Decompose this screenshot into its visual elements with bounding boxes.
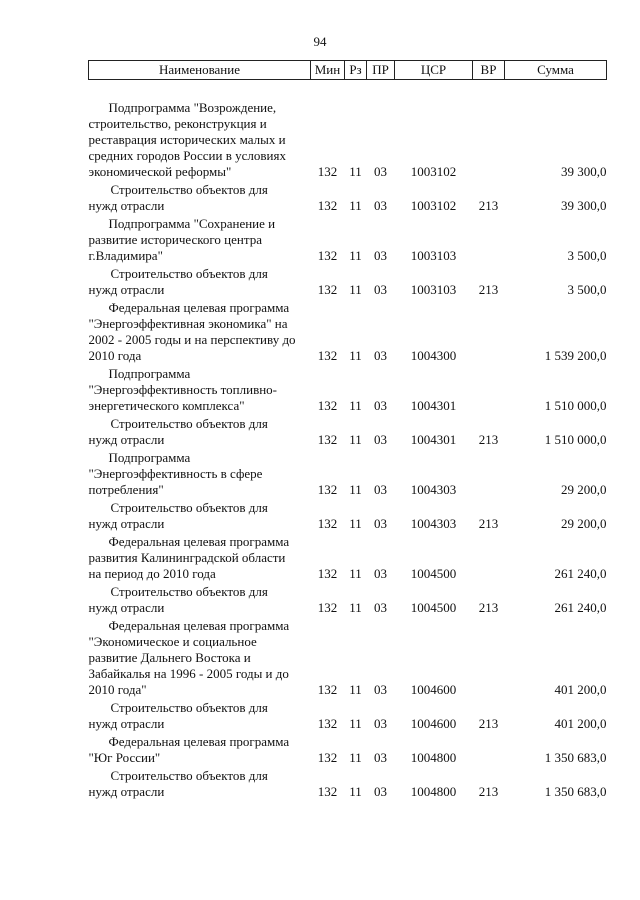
row-csr: 1004600 [410, 682, 457, 697]
row-rz: 11 [349, 432, 362, 447]
table-row [89, 300, 607, 366]
row-min: 132 [317, 198, 338, 213]
row-name-line: нужд отрасли [88, 432, 165, 447]
row-rz: 11 [349, 784, 362, 799]
row-name-line: нужд отрасли [88, 784, 165, 799]
table-header [89, 61, 607, 80]
row-pr: 03 [374, 566, 387, 581]
row-name [89, 584, 311, 618]
row-rz: 11 [349, 600, 362, 615]
row-min: 132 [317, 432, 338, 447]
row-vr: 213 [478, 600, 499, 615]
row-pr: 03 [374, 248, 387, 263]
row-min: 132 [317, 164, 338, 179]
row-vr [473, 100, 505, 182]
row-sum: 3 500,0 [567, 282, 607, 297]
table-row [89, 416, 607, 450]
row-name-line: средних городов России в условиях [88, 148, 286, 163]
header-csr: ЦСР [395, 61, 473, 80]
row-name [89, 266, 311, 300]
row-name-line: Федеральная целевая программа [108, 618, 290, 633]
row-pr: 03 [374, 600, 387, 615]
row-name-line: 2010 года" [88, 682, 147, 697]
row-csr: 1004600 [410, 716, 457, 731]
row-sum: 401 200,0 [554, 682, 607, 697]
row-rz: 11 [349, 716, 362, 731]
row-name-line: Забайкалья на 1996 - 2005 годы и до [88, 666, 289, 681]
row-name-line: "Экономическое и социальное [88, 634, 257, 649]
row-pr: 03 [374, 716, 387, 731]
row-name-line: "Энергоэффективная экономика" на [88, 316, 288, 331]
row-name [89, 182, 311, 216]
row-name-line: развитие исторического центра [88, 232, 262, 247]
row-name [89, 700, 311, 734]
row-sum: 1 510 000,0 [544, 432, 607, 447]
row-csr: 1004500 [410, 600, 457, 615]
row-name-line: нужд отрасли [88, 716, 165, 731]
row-name-line: Подпрограмма [108, 366, 191, 381]
row-pr: 03 [374, 784, 387, 799]
row-csr: 1004800 [410, 784, 457, 799]
table-row [89, 366, 607, 416]
row-sum: 261 240,0 [554, 600, 607, 615]
row-csr: 1004301 [410, 432, 457, 447]
row-min: 132 [317, 784, 338, 799]
row-pr: 03 [374, 348, 387, 363]
table-body [89, 80, 607, 803]
row-rz: 11 [349, 164, 362, 179]
row-name-line: нужд отрасли [88, 282, 165, 297]
row-vr: 213 [478, 716, 499, 731]
row-pr: 03 [374, 164, 387, 179]
row-min: 132 [317, 750, 338, 765]
row-name-line: развития Калининградской области [88, 550, 286, 565]
row-name-line: Строительство объектов для [110, 416, 268, 431]
row-csr: 1003103 [410, 282, 457, 297]
row-pr: 03 [374, 516, 387, 531]
row-name-line: развитие Дальнего Востока и [88, 650, 251, 665]
table-row [89, 700, 607, 734]
row-min: 132 [317, 600, 338, 615]
row-sum: 1 510 000,0 [544, 398, 607, 413]
row-csr: 1003103 [410, 248, 457, 263]
row-rz: 11 [349, 516, 362, 531]
row-name-line: Федеральная целевая программа [108, 300, 290, 315]
row-vr: 213 [478, 432, 499, 447]
table-row [89, 618, 607, 700]
row-pr: 03 [374, 282, 387, 297]
row-rz: 11 [349, 750, 362, 765]
row-sum: 3 500,0 [567, 248, 607, 263]
row-vr [473, 618, 505, 700]
row-name-line: г.Владимира" [88, 248, 163, 263]
row-name-line: 2010 года [88, 348, 142, 363]
row-name [89, 366, 311, 416]
row-rz: 11 [349, 682, 362, 697]
row-name-line: экономической реформы" [88, 164, 232, 179]
row-rz: 11 [349, 348, 362, 363]
row-vr [473, 300, 505, 366]
row-name-line: "Энергоэффективность в сфере [88, 466, 263, 481]
row-name-line: Строительство объектов для [110, 182, 268, 197]
budget-table [88, 60, 607, 802]
row-name-line: строительство, реконструкция и [88, 116, 267, 131]
row-name [89, 500, 311, 534]
row-name-line: "Юг России" [88, 750, 161, 765]
row-name-line: Федеральная целевая программа [108, 534, 290, 549]
row-rz: 11 [349, 398, 362, 413]
table-row [89, 182, 607, 216]
row-name-line: нужд отрасли [88, 600, 165, 615]
header-min: Мин [311, 61, 345, 80]
row-name [89, 768, 311, 802]
row-sum: 29 200,0 [561, 482, 607, 497]
row-rz: 11 [349, 566, 362, 581]
row-pr: 03 [374, 682, 387, 697]
table-row [89, 100, 607, 182]
row-name [89, 100, 311, 182]
row-name-line: реставрация исторических малых и [88, 132, 286, 147]
row-rz: 11 [349, 248, 362, 263]
row-name-line: Федеральная целевая программа [108, 734, 290, 749]
row-sum: 401 200,0 [554, 716, 607, 731]
row-name-line: Строительство объектов для [110, 768, 268, 783]
row-name-line: Строительство объектов для [110, 266, 268, 281]
row-vr [473, 450, 505, 500]
row-vr: 213 [478, 784, 499, 799]
row-name-line: Подпрограмма "Возрождение, [108, 100, 277, 115]
table-row [89, 500, 607, 534]
table-row [89, 216, 607, 266]
row-csr: 1004301 [410, 398, 457, 413]
row-name-line: Строительство объектов для [110, 700, 268, 715]
row-vr [473, 534, 505, 584]
row-pr: 03 [374, 432, 387, 447]
row-sum: 1 350 683,0 [544, 784, 607, 799]
row-vr: 213 [478, 198, 499, 213]
row-min: 132 [317, 516, 338, 531]
row-csr: 1004303 [410, 516, 457, 531]
page-number: 94 [313, 34, 327, 49]
table-row [89, 450, 607, 500]
row-csr: 1004300 [410, 348, 457, 363]
row-vr [473, 734, 505, 768]
row-rz: 11 [349, 198, 362, 213]
row-name-line: Строительство объектов для [110, 584, 268, 599]
row-name [89, 618, 311, 700]
row-name-line: 2002 - 2005 годы и на перспективу до [88, 332, 296, 347]
row-name [89, 534, 311, 584]
row-csr: 1004500 [410, 566, 457, 581]
table-row [89, 734, 607, 768]
table-row [89, 266, 607, 300]
row-min: 132 [317, 398, 338, 413]
row-csr: 1004303 [410, 482, 457, 497]
row-min: 132 [317, 282, 338, 297]
row-name-line: энергетического комплекса" [88, 398, 245, 413]
table-row [89, 768, 607, 802]
row-min: 132 [317, 348, 338, 363]
row-min: 132 [317, 566, 338, 581]
row-sum: 1 539 200,0 [544, 348, 607, 363]
row-name-line: Строительство объектов для [110, 500, 268, 515]
row-name [89, 416, 311, 450]
row-vr [473, 366, 505, 416]
row-name-line: на период до 2010 года [88, 566, 216, 581]
table-row [89, 534, 607, 584]
row-name-line: Подпрограмма [108, 450, 191, 465]
row-name [89, 734, 311, 768]
row-name [89, 216, 311, 266]
table-row [89, 584, 607, 618]
row-rz: 11 [349, 282, 362, 297]
row-csr: 1004800 [410, 750, 457, 765]
header-name: Наименование [89, 61, 311, 80]
row-vr: 213 [478, 282, 499, 297]
row-sum: 39 300,0 [561, 164, 607, 179]
row-min: 132 [317, 248, 338, 263]
row-sum: 1 350 683,0 [544, 750, 607, 765]
row-sum: 261 240,0 [554, 566, 607, 581]
row-name-line: потребления" [88, 482, 164, 497]
row-name [89, 300, 311, 366]
row-min: 132 [317, 482, 338, 497]
header-vr: ВР [473, 61, 505, 80]
row-name [89, 450, 311, 500]
row-name-line: нужд отрасли [88, 516, 165, 531]
row-pr: 03 [374, 482, 387, 497]
header-pr: ПР [367, 61, 395, 80]
row-min: 132 [317, 682, 338, 697]
row-csr: 1003102 [410, 198, 457, 213]
row-pr: 03 [374, 198, 387, 213]
row-pr: 03 [374, 398, 387, 413]
header-sum: Сумма [505, 61, 607, 80]
row-name-line: "Энергоэффективность топливно- [88, 382, 277, 397]
row-pr: 03 [374, 750, 387, 765]
row-min: 132 [317, 716, 338, 731]
row-vr [473, 216, 505, 266]
row-name-line: нужд отрасли [88, 198, 165, 213]
row-csr: 1003102 [410, 164, 457, 179]
row-rz: 11 [349, 482, 362, 497]
row-vr: 213 [478, 516, 499, 531]
row-sum: 39 300,0 [561, 198, 607, 213]
header-rz: Рз [345, 61, 367, 80]
row-sum: 29 200,0 [561, 516, 607, 531]
row-name-line: Подпрограмма "Сохранение и [108, 216, 276, 231]
